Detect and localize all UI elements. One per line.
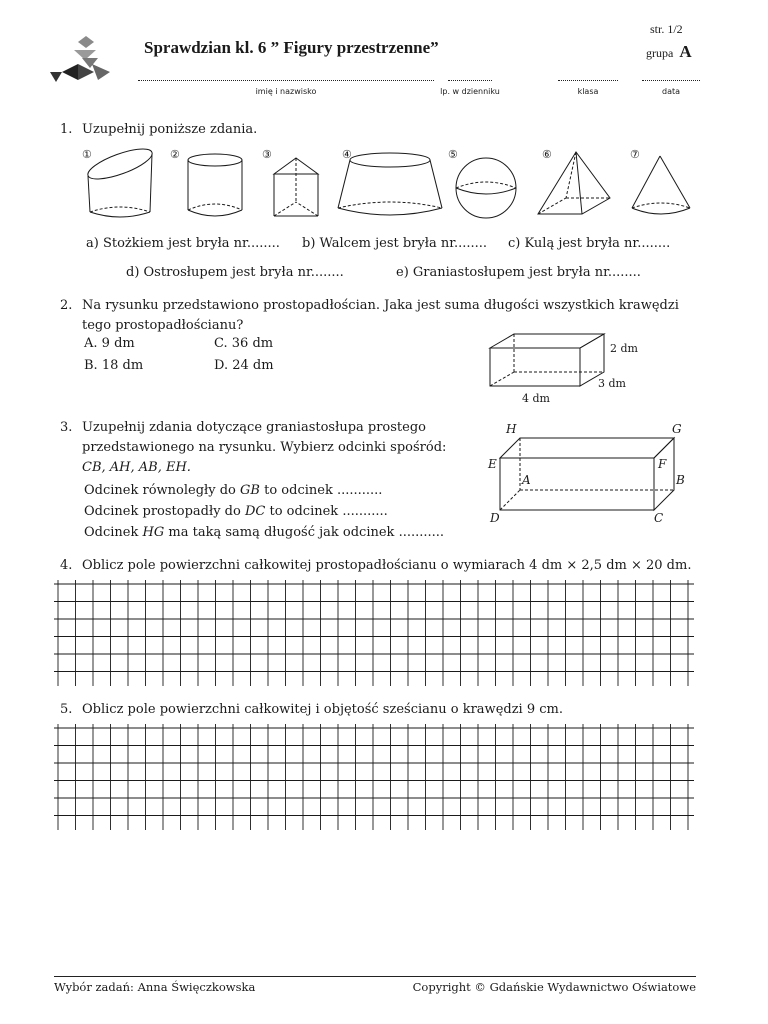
- question-number: 2.: [60, 298, 73, 313]
- class-field-line[interactable]: [558, 80, 618, 81]
- option-letter: B.: [84, 358, 98, 373]
- item-e-text: e) Graniastosłupem jest bryła nr: [396, 265, 608, 280]
- question-text-line-2: przedstawionego na rysunku. Wybierz odcinki spośród:: [82, 440, 447, 455]
- footer-copyright: Copyright © Gdańskie Wydawnictwo Oświatowe: [412, 980, 696, 994]
- cone-solid: [632, 156, 690, 214]
- option-d[interactable]: [214, 356, 274, 376]
- question-1-item-a: [86, 234, 280, 254]
- question-number: 1.: [60, 122, 73, 137]
- footer-rule: [54, 976, 696, 977]
- question-1-item-b: [302, 234, 487, 254]
- truncated-cone-solid: [338, 153, 442, 215]
- pyramid-solid: [538, 152, 610, 214]
- question-5-prompt: [60, 700, 563, 720]
- tangram-logo: [48, 34, 118, 88]
- solid-number-1: ①: [82, 148, 92, 161]
- answer-blank-c[interactable]: ........: [637, 236, 671, 251]
- segment-choices: CB, AH, AB, EH.: [82, 460, 191, 475]
- vertex-label-b: B: [676, 473, 685, 487]
- worksheet-title: Sprawdzian kl. 6 ” Figury przestrzenne”: [144, 38, 439, 57]
- statement-text: Odcinek równoległy do: [84, 483, 236, 498]
- vertex-label-f: F: [658, 457, 667, 471]
- answer-blank-a[interactable]: ........: [246, 236, 280, 251]
- question-1-item-e: [396, 263, 641, 283]
- option-c[interactable]: [214, 334, 273, 354]
- answer-blank-b[interactable]: ........: [454, 236, 488, 251]
- name-field-label: imię i nazwisko: [255, 87, 317, 96]
- page-number: str. 1/2: [650, 22, 683, 36]
- item-c-text: c) Kulą jest bryła nr: [508, 236, 638, 251]
- cylinder-solid: [188, 154, 242, 216]
- vertex-label-c: C: [654, 511, 664, 525]
- item-a-text: a) Stożkiem jest bryła nr: [86, 236, 247, 251]
- name-field-line[interactable]: [138, 80, 434, 81]
- segment-name: HG: [142, 525, 165, 540]
- vertex-label-g: G: [672, 422, 682, 436]
- class-field-label: klasa: [577, 87, 599, 96]
- segment-name: GB: [240, 483, 260, 498]
- answer-grid-4[interactable]: [54, 580, 694, 686]
- question-text-line-1: Na rysunku przedstawiono prostopadłościan. Jaka jest suma długości wszystkich krawędzi: [82, 298, 679, 313]
- solid-number-5: ⑤: [448, 148, 458, 161]
- option-value: 24 dm: [232, 358, 274, 373]
- group-indicator: [646, 42, 692, 62]
- question-4-prompt: [60, 556, 691, 576]
- vertex-label-e: E: [488, 457, 497, 471]
- question-text-line-2: tego prostopadłościanu?: [82, 318, 244, 333]
- dimension-depth: 3 dm: [598, 377, 626, 390]
- statement-2: Odcinek prostopadły do DC to odcinek ...........: [84, 504, 388, 519]
- option-b[interactable]: [84, 356, 143, 376]
- question-text: Uzupełnij poniższe zdania.: [82, 122, 258, 137]
- vertex-label-a: A: [522, 473, 531, 487]
- date-field-label: data: [661, 87, 681, 96]
- answer-blank-e[interactable]: ........: [607, 265, 641, 280]
- date-field-line[interactable]: [642, 80, 700, 81]
- group-value: A: [679, 42, 692, 61]
- option-value: 9 dm: [101, 336, 135, 351]
- solids-figure: [70, 146, 710, 222]
- journal-number-field-label: lp. w dzienniku: [440, 87, 500, 96]
- group-label: grupa: [646, 46, 674, 60]
- option-value: 18 dm: [101, 358, 144, 373]
- option-letter: C.: [214, 336, 228, 351]
- statement-1: Odcinek równoległy do GB to odcinek ...........: [84, 483, 383, 498]
- triangular-prism-solid: [274, 158, 318, 216]
- item-b-text: b) Walcem jest bryła nr: [302, 236, 454, 251]
- statement-3: Odcinek HG ma taką samą długość jak odcinek ...........: [84, 525, 445, 540]
- prism-figure: [484, 418, 690, 526]
- cuboid-figure: [484, 330, 654, 408]
- footer-author: Wybór zadań: Anna Święczkowska: [54, 980, 256, 994]
- statement-text: Odcinek prostopadły do: [84, 504, 241, 519]
- question-1-item-c: [508, 234, 670, 254]
- solid-number-3: ③: [262, 148, 272, 161]
- solid-number-2: ②: [170, 148, 180, 161]
- vertex-label-h: H: [506, 422, 517, 436]
- dimension-height: 2 dm: [610, 342, 638, 355]
- question-number: 4.: [60, 558, 73, 573]
- option-letter: D.: [214, 358, 229, 373]
- solid-number-4: ④: [342, 148, 352, 161]
- question-number: 3.: [60, 420, 73, 435]
- sphere-solid: [456, 158, 516, 218]
- question-text: Oblicz pole powierzchni całkowitej prostopadłościanu o wymiarach 4 dm × 2,5 dm × 20 dm.: [82, 558, 692, 573]
- answer-blank-1[interactable]: ..........: [336, 483, 379, 498]
- journal-number-field-line[interactable]: [448, 80, 492, 81]
- statement-text: Odcinek: [84, 525, 139, 540]
- question-3-prompt: [60, 418, 460, 478]
- question-number: 5.: [60, 702, 73, 717]
- question-1-prompt: [60, 120, 257, 140]
- statement-text: ma taką samą długość jak odcinek: [168, 525, 395, 540]
- answer-blank-2[interactable]: ..........: [342, 504, 384, 519]
- dimension-width: 4 dm: [522, 392, 550, 405]
- question-1-item-d: [126, 263, 344, 283]
- question-text-line-1: Uzupełnij zdania dotyczące graniastosłupa prostego: [82, 420, 426, 435]
- solid-number-7: ⑦: [630, 148, 640, 161]
- oblique-cylinder-solid: [85, 146, 156, 217]
- option-value: 36 dm: [231, 336, 274, 351]
- item-d-text: d) Ostrosłupem jest bryła nr: [126, 265, 311, 280]
- answer-blank-d[interactable]: ........: [310, 265, 344, 280]
- statement-text: to odcinek: [269, 504, 339, 519]
- option-a[interactable]: [84, 334, 135, 354]
- question-text: Oblicz pole powierzchni całkowitej i objętość sześcianu o krawędzi 9 cm.: [82, 702, 563, 717]
- option-letter: A.: [84, 336, 98, 351]
- segment-name: DC: [244, 504, 266, 519]
- vertex-label-d: D: [490, 511, 500, 525]
- answer-grid-5[interactable]: [54, 724, 694, 830]
- solid-number-6: ⑥: [542, 148, 552, 161]
- answer-blank-3[interactable]: ..........: [398, 525, 440, 540]
- statement-text: to odcinek: [264, 483, 333, 498]
